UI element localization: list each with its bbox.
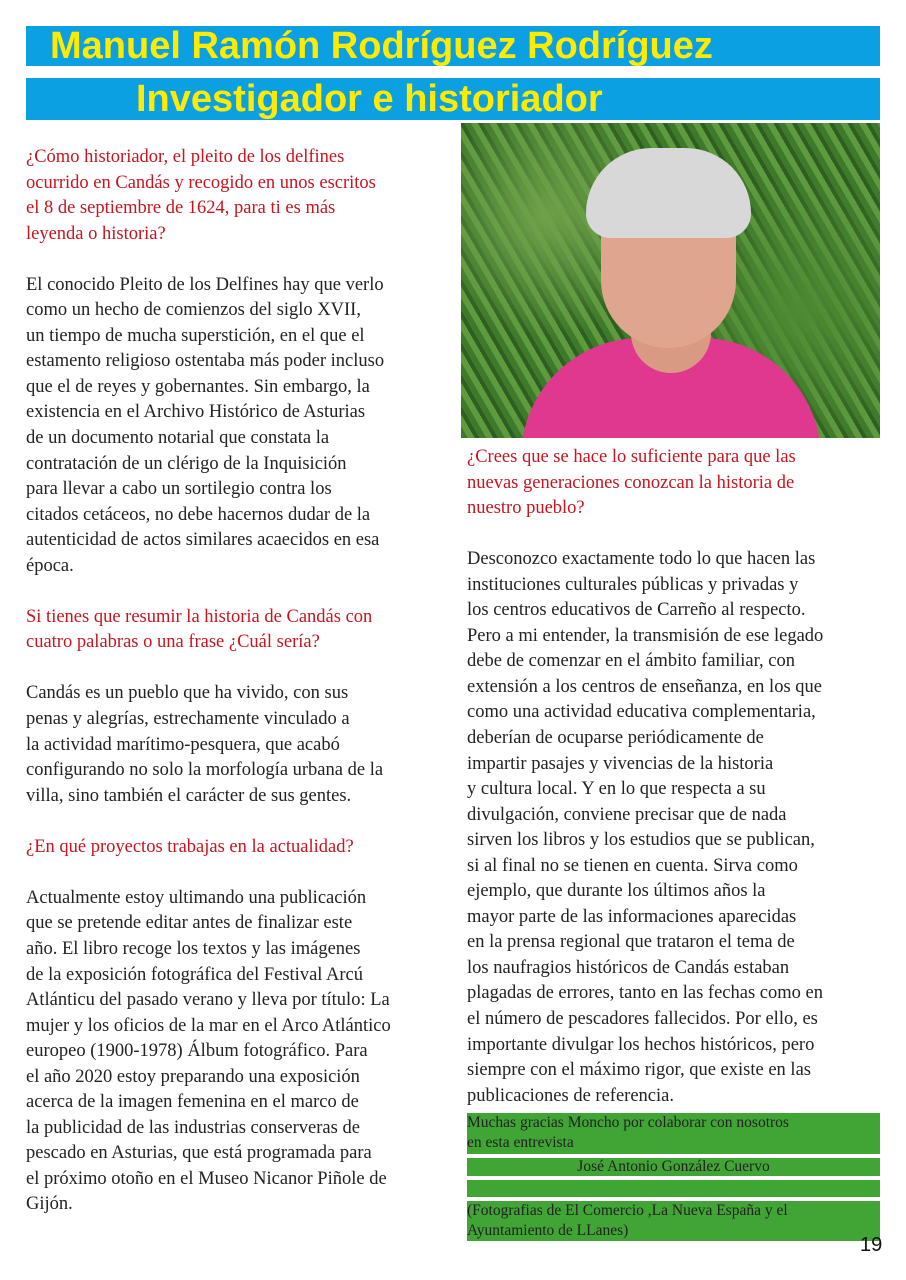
portrait-photo xyxy=(461,123,880,438)
question-line: leyenda o historia? xyxy=(26,223,166,244)
answer-line: Candás es un pueblo que ha vivido, con sus xyxy=(26,683,349,704)
paragraph-gap xyxy=(26,809,446,835)
answer-line: para llevar a cabo un sortilegio contra los xyxy=(26,479,332,500)
answer-line: impartir pasajes y vivencias de la historia xyxy=(467,753,774,774)
subtitle-bar xyxy=(26,78,880,120)
answer-line: Gijón. xyxy=(26,1194,73,1215)
answer-line: debe de comenzar en el ámbito familiar, con xyxy=(467,651,795,672)
answer-line: los naufragios históricos de Candás estaban xyxy=(467,957,790,978)
answer-line: un tiempo de mucha superstición, en el que el xyxy=(26,325,365,346)
left-column xyxy=(26,145,446,1218)
answer-line: pescado en Asturias, que está programada para xyxy=(26,1143,372,1164)
answer-line: los centros educativos de Carreño al respecto. xyxy=(467,600,806,621)
answer-line: el próximo otoño en el Museo Nicanor Piñole de xyxy=(26,1168,387,1189)
thanks-line: en esta entrevista xyxy=(467,1134,574,1151)
page-subtitle: Investigador e historiador xyxy=(136,78,603,120)
question-line: ¿Cómo historiador, el pleito de los delfines xyxy=(26,147,345,167)
answer-line: sirven los libros y los estudios que se publican, xyxy=(467,830,815,851)
question-line: cuatro palabras o una frase ¿Cuál sería? xyxy=(26,632,320,653)
answer-line: mayor parte de las informaciones aparecidas xyxy=(467,906,797,927)
answer-line: contratación de un clérigo de la Inquisición xyxy=(26,453,347,474)
paragraph-gap xyxy=(26,579,446,605)
thanks-box xyxy=(467,1113,880,1154)
answer-line: y cultura local. Y en lo que respecta a su xyxy=(467,779,766,800)
answer-line: penas y alegrías, estrechamente vinculado a xyxy=(26,709,350,730)
right-column xyxy=(467,445,882,1109)
answer-line: Atlánticu del pasado verano y lleva por título: La xyxy=(26,990,390,1011)
author-box xyxy=(467,1158,880,1176)
answer-line: acerca de la imagen femenina en el marco de xyxy=(26,1092,359,1113)
question-line: ¿Crees que se hace lo suficiente para que las xyxy=(467,447,796,467)
paragraph-gap xyxy=(26,656,446,682)
answer-line: Pero a mi entender, la transmisión de ese legado xyxy=(467,625,824,646)
answer-line: mujer y los oficios de la mar en el Arco Atlántico xyxy=(26,1015,391,1036)
question-line: Si tienes que resumir la historia de Candás con xyxy=(26,606,373,627)
answer-line: citados cetáceos, no debe hacernos dudar de la xyxy=(26,504,371,525)
credits-box xyxy=(467,1201,880,1241)
credits-line: (Fotografias de El Comercio ,La Nueva España y el xyxy=(467,1202,788,1219)
answer-line: el número de pescadores fallecidos. Por ello, es xyxy=(467,1009,818,1030)
title-bar xyxy=(26,26,880,66)
empty-box xyxy=(467,1180,880,1197)
answer-line: como una actividad educativa complementaria, xyxy=(467,702,816,723)
credits-line: Ayuntamiento de LLanes) xyxy=(467,1222,629,1239)
answer-line: plagadas de errores, tanto en las fechas como en xyxy=(467,983,823,1004)
answer-line: villa, sino también el carácter de sus gentes. xyxy=(26,785,352,806)
answer-line: Desconozco exactamente todo lo que hacen las xyxy=(467,549,816,570)
answer-line: publicaciones de referencia. xyxy=(467,1085,674,1106)
answer-line: extensión a los centros de enseñanza, en los que xyxy=(467,676,822,697)
answer-line: europeo (1900-1978) Álbum fotográfico. Para xyxy=(26,1041,368,1062)
answer-line: época. xyxy=(26,555,74,576)
answer-line: Actualmente estoy ultimando una publicación xyxy=(26,887,367,908)
answer-line: El conocido Pleito de los Delfines hay que verlo xyxy=(26,274,384,295)
answer-line: estamento religioso ostentaba más poder incluso xyxy=(26,351,385,372)
answer-line: instituciones culturales públicas y privadas y xyxy=(467,574,799,595)
paragraph-gap xyxy=(26,247,446,273)
answer-line: autenticidad de actos similares acaecidos en esa xyxy=(26,530,380,551)
answer-line: el año 2020 estoy preparando una exposición xyxy=(26,1066,360,1087)
answer-line: que se pretende editar antes de finalizar este xyxy=(26,913,353,934)
question-line: nuestro pueblo? xyxy=(467,498,585,519)
answer-line: configurando no solo la morfología urbana de la xyxy=(26,760,384,781)
answer-line: la publicidad de las industrias conserveras de xyxy=(26,1117,360,1138)
paragraph-gap xyxy=(26,860,446,886)
answer-line: año. El libro recoge los textos y las imágenes xyxy=(26,938,361,959)
answer-line: deberían de ocuparse periódicamente de xyxy=(467,728,764,749)
answer-line: si al final no se tienen en cuenta. Sirva como xyxy=(467,855,798,876)
author-name: José Antonio González Cuervo xyxy=(577,1158,770,1175)
answer-line: de un documento notarial que constata la xyxy=(26,428,330,449)
answer-line: que el de reyes y gobernantes. Sin embargo, la xyxy=(26,376,370,397)
thanks-line: Muchas gracias Moncho por colaborar con nosotros xyxy=(467,1114,789,1131)
question-line: nuevas generaciones conozcan la historia de xyxy=(467,472,795,493)
paragraph-gap xyxy=(467,522,882,548)
answer-line: siempre con el máximo rigor, que existe en las xyxy=(467,1060,811,1081)
question-line: el 8 de septiembre de 1624, para ti es más xyxy=(26,198,336,219)
page-number: 19 xyxy=(860,1234,883,1256)
question-line: ¿En qué proyectos trabajas en la actualidad? xyxy=(26,836,354,857)
answer-line: divulgación, conviene precisar que de nada xyxy=(467,804,787,825)
answer-line: la actividad marítimo-pesquera, que acabó xyxy=(26,734,340,755)
answer-line: en la prensa regional que trataron el tema de xyxy=(467,932,795,953)
question-line: ocurrido en Candás y recogido en unos escritos xyxy=(26,172,376,193)
answer-line: como un hecho de comienzos del siglo XVII, xyxy=(26,300,361,321)
answer-line: importante divulgar los hechos históricos, pero xyxy=(467,1034,815,1055)
answer-line: existencia en el Archivo Histórico de Asturias xyxy=(26,402,366,423)
page-title: Manuel Ramón Rodríguez Rodríguez xyxy=(50,25,713,67)
answer-line: de la exposición fotográfica del Festival Arcú xyxy=(26,964,364,985)
answer-line: ejemplo, que durante los últimos años la xyxy=(467,881,766,902)
